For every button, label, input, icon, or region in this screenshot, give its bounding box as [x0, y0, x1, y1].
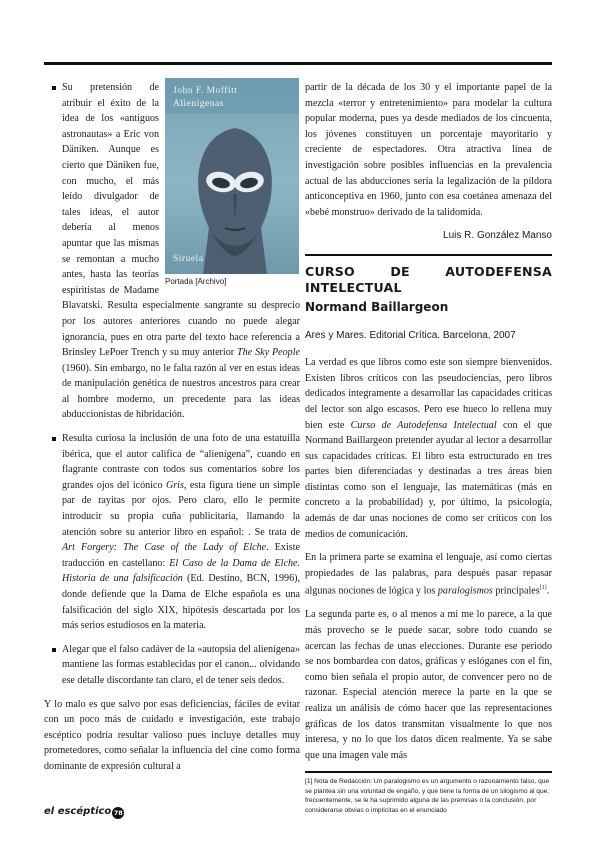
- review-signature: Luis R. González Manso: [443, 230, 552, 242]
- cover-title: Alienígenas: [173, 99, 224, 109]
- closing-paragraph: Y lo malo es que salvo por esas deficiencias, fáciles de evitar con un poco más de cuidado e investigación, este trabajo escéptico podría resultar valioso pues incluye detalles muy prometedores, como señalar la influencia del cine como forma dominante de expresión cultural a: [44, 698, 300, 772]
- section-title: CURSO DE AUTODEFENSA INTELECTUAL: [305, 263, 552, 295]
- bullet2-text-d: (Ed. Destino, BCN, 1996), donde defiende que la Dama de Elche española es una falsificación del siglo XIX, hipótesis descartada por los más serios estudiosos en la materia.: [62, 573, 300, 632]
- review-paragraph-2: [305, 550, 552, 599]
- p1-text-b: con el que Normand Baillargeon pretender ayudar al lector a desarrollar sus capacidades críticas. El libro esta estructurado en tres partes bien diferenciadas y destinadas a tres áreas bien distintas como son el lenguaje, las matemáticas (más en concreto a la probabilidad) y, por último, la psicología, además de dar unas nociones de como ser críticos con los medios de comunicación.: [305, 419, 552, 540]
- bullet2-text-c: . Existe traducción en castellano:: [62, 542, 300, 569]
- bullet1-book-title: The Sky People: [237, 347, 300, 359]
- list-item: [44, 431, 300, 634]
- review-paragraph-3: La segunda parte es, o al menos a mi me lo parece, a la que más provecho se le puede sacar, sobre todo cuando se acercan las fechas de unas elecciones. Durante ese periodo se nos bombardea con datos, gráficas y eslóganes con el fin, como bien señala el propio autor, de convencer pero no de razonar. Especial atención merece la parte en la que se realiza un análisis de cómo hacer que las representaciones gráficas de los datos transmitan visualmente lo que nos interesa, y no lo que los datos dicen realmente. Ya se sabe que una imagen vale más: [305, 609, 552, 761]
- bullet2-text-a: Resulta curiosa la inclusión de una foto de una estatuilla ibérica, que el autor califica de “alienígena”, cuando en flagrante contraste con todos sus comentarios sobre los grandes ojos del icónico: [62, 433, 300, 491]
- continuation-paragraph: partir de la década de los 30 y el importante papel de la mezcla «terror y entretenimiento» para modelar la cultura popular moderna, pues ya desde mediados de los cincuenta, los jóvenes constituyen un porcentaje mayoritario y creciente de espectadores. Otra atractiva línea de investigación sobre posibles influencias en la prevalencia actual de las abducciones sería la legalización de la píldora anticonceptiva en 1960, junto con esa coetánea amenaza del «bebé monstruo» derivado de la talidomida.: [305, 82, 552, 218]
- book-cover-image: [165, 78, 299, 274]
- page-footer: [44, 806, 124, 819]
- p2-text-b: principales: [492, 585, 540, 597]
- bullet1-text: Su pretensión de atribuir el éxito de la idea de los «antiguos astronautas» a Eric von Däniken. Aunque es cierto que Däniken fue, con mucho, el más leído divulgador de tales ideas, el autor debería al menos apuntar que las mismas se remontan a mucho antes, hasta las teorías espiritistas de Madame Blavatski. Resulta especialmente sangrante su desprecio por los autores anteriores cuando no puede alegar ignorancia, pues en otra parte del texto hace referencia a Brinsley LePoer Trench y su muy anterior: [62, 82, 300, 359]
- footnote-rule: [305, 771, 552, 773]
- section-rule: [305, 254, 552, 256]
- p1-book-title: Curso de Autodefensa Intelectual: [350, 419, 497, 431]
- left-column: [44, 80, 300, 783]
- list-item: [44, 642, 300, 689]
- list-item: [44, 80, 300, 423]
- section-author: Normand Baillargeon: [305, 299, 449, 314]
- bullet1-text-end: (1960). Sin embargo, no le falta razón al ver en estas ideas de manipulación genética de nuestros ancestros para crear al hombre moderno, un precedente para las ideas abduccionistas de hibridación.: [62, 362, 300, 421]
- bullet2-book-title-es: El Caso de la Dama de Elche. Historia de una falsificación: [62, 557, 301, 585]
- bullet2-gris: Gris: [165, 479, 184, 491]
- top-rule: [44, 62, 552, 65]
- bullet2-text-b: , esta figura tiene un simple par de rayitas por ojos. Pero claro, ello le permite introducir su propia cuña publicitaria, llamando la atención sobre su anterior libro en español: . Se trata de: [62, 479, 300, 538]
- criticism-list: [44, 80, 300, 689]
- bullet2-book-title-en: Art Forgery: The Case of the Lady of Elche: [62, 542, 267, 554]
- p2-text-c: .: [546, 585, 550, 597]
- p2-text-a: En la primera parte se examina el lenguaje, así como ciertas propiedades de las palabras, para después pasar repasar algunas nociones de lógica y los: [305, 552, 552, 597]
- p1-text-a: La verdad es que libros como este son siempre bienvenidos. Existen libros críticos con las pseudociencias, pero libros dedicados íntegramente a desarrollar las capacidades críticas del lector son algo escasos. Pero ese hueco lo rellena muy bien este: [305, 357, 552, 431]
- page-number: 78: [113, 809, 123, 817]
- magazine-name: el escéptico: [44, 806, 112, 817]
- cover-publisher: Siruela: [173, 254, 204, 265]
- review-paragraph-1: [305, 355, 552, 542]
- bullet3-text: Alegar que el falso cadáver de la «autopsia del alienígena» mantiene las formas establecidas por el canon... olvidando ese detalle discordante tan claro, el de tener seis dedos.: [62, 643, 300, 686]
- p2-italic: paralogismos: [437, 585, 493, 597]
- section-source: Ares y Mares. Editorial Crítica. Barcelona, 2007: [305, 329, 516, 341]
- cover-author: John F. Moffitt: [173, 86, 238, 96]
- right-column: [305, 80, 552, 816]
- book-cover-figure: [165, 78, 300, 287]
- footnote: [1] Nota de Redacción: Un paralogismo es un argumento o razonamiento falso, que se plantea sin una voluntad de engaño, y que tiene la forma de un silogismo al que, frecuentemente, se le ha suprimido alguna de las premisas o la conclusión, por considerarse obvias o implícitas en el enunciado: [305, 777, 550, 815]
- footnote-reference: [1]: [539, 585, 547, 592]
- cover-caption: Portada [Archivo]: [165, 277, 227, 286]
